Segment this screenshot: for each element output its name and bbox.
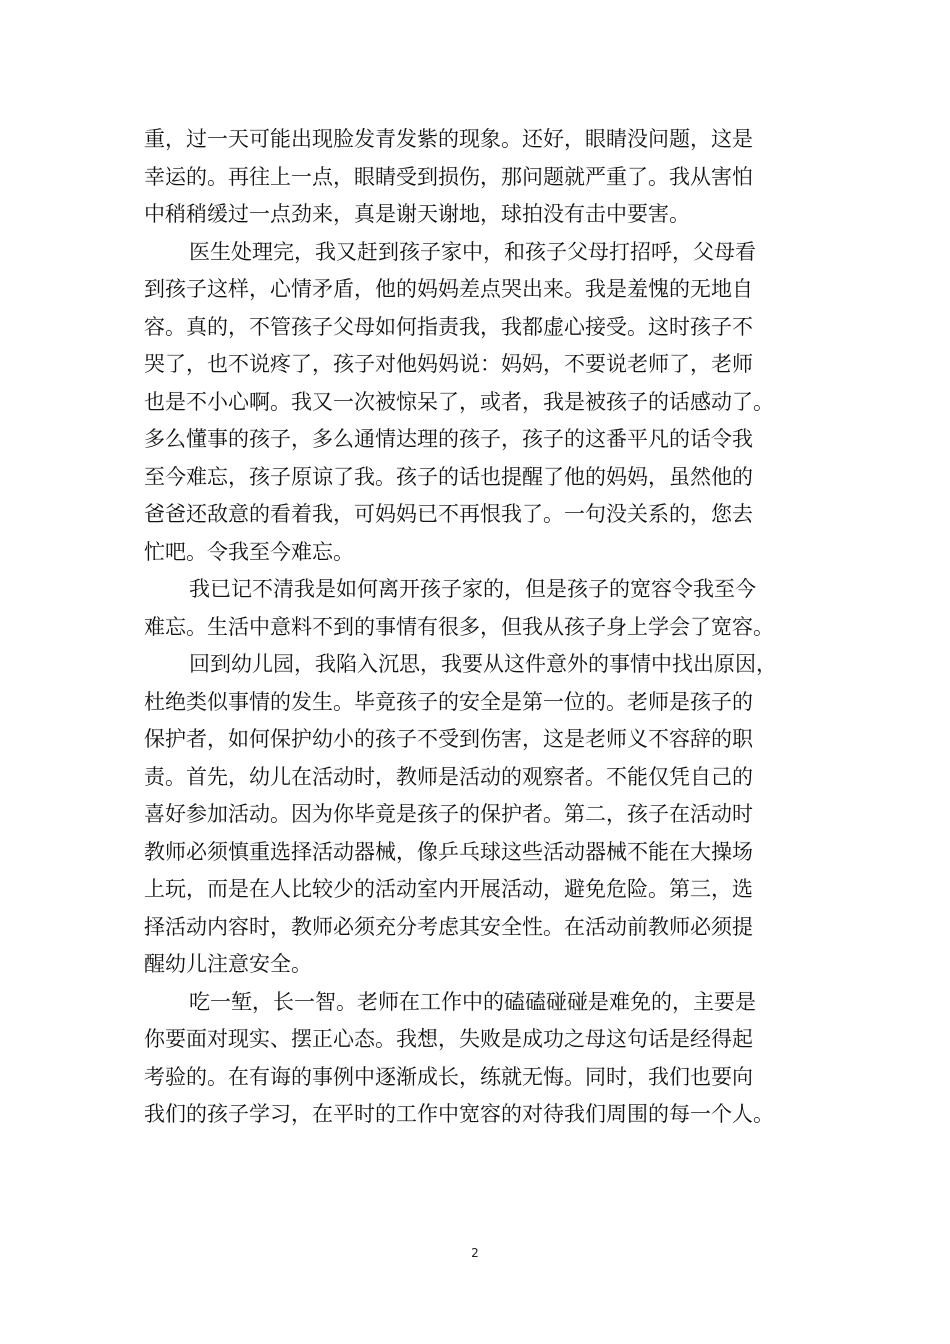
text-line: 难忘。生活中意料不到的事情有很多，但我从孩子身上学会了宽容。 xyxy=(144,614,774,639)
text-line: 至今难忘，孩子原谅了我。孩子的话也提醒了他的妈妈，虽然他的 xyxy=(144,464,753,489)
text-line: 也是不小心啊。我又一次被惊呆了，或者，我是被孩子的话感动了。 xyxy=(144,389,774,414)
body-text xyxy=(144,121,814,1134)
text-line: 多么懂事的孩子，多么通情达理的孩子，孩子的这番平凡的话令我 xyxy=(144,427,753,451)
text-line: 考验的。在有诲的事例中逐渐成长，练就无悔。同时，我们也要向 xyxy=(144,1064,753,1089)
text-line: 哭了，也不说疼了，孩子对他妈妈说：妈妈，不要说老师了，老师 xyxy=(144,352,753,376)
text-line: 到孩子这样，心情矛盾，他的妈妈差点哭出来。我是羞愧的无地自 xyxy=(144,277,753,301)
text-line: 我已记不清我是如何离开孩子家的，但是孩子的宽容令我至今 xyxy=(189,577,756,601)
text-line: 教师必须慎重选择活动器械，像乒乓球这些活动器械不能在大操场 xyxy=(144,839,753,864)
paragraph xyxy=(144,984,814,1134)
text-line: 幸运的。再往上一点，眼睛受到损伤，那问题就严重了。我从害怕 xyxy=(144,164,753,189)
text-line: 责。首先，幼儿在活动时，教师是活动的观察者。不能仅凭自己的 xyxy=(144,764,753,789)
text-line: 择活动内容时，教师必须充分考虑其安全性。在活动前教师必须提 xyxy=(144,914,753,939)
text-line: 醒幼儿注意安全。 xyxy=(144,952,312,976)
text-line: 保护者，如何保护幼小的孩子不受到伤害，这是老师义不容辞的职 xyxy=(144,727,753,751)
text-line: 医生处理完，我又赶到孩子家中，和孩子父母打招呼，父母看 xyxy=(189,239,756,264)
text-line: 吃一堑，长一智。老师在工作中的磕磕碰碰是难免的，主要是 xyxy=(189,989,756,1014)
text-line: 上玩，而是在人比较少的活动室内开展活动，避免危险。第三，选 xyxy=(144,877,753,901)
paragraph xyxy=(144,121,814,234)
paragraph xyxy=(144,646,814,984)
text-line: 中稍稍缓过一点劲来，真是谢天谢地，球拍没有击中要害。 xyxy=(144,202,690,226)
text-line: 容。真的，不管孩子父母如何指责我，我都虚心接受。这时孩子不 xyxy=(144,314,753,339)
text-line: 你要面对现实、摆正心态。我想，失败是成功之母这句话是经得起 xyxy=(144,1027,753,1051)
text-line: 我们的孩子学习，在平时的工作中宽容的对待我们周围的每一个人。 xyxy=(144,1102,774,1126)
text-line: 喜好参加活动。因为你毕竟是孩子的保护者。第二，孩子在活动时 xyxy=(144,802,753,826)
text-line: 爸爸还敌意的看着我，可妈妈已不再恨我了。一句没关系的，您去 xyxy=(144,502,753,526)
page-number: 2 xyxy=(471,1246,479,1260)
text-line: 回到幼儿园，我陷入沉思，我要从这件意外的事情中找出原因， xyxy=(189,652,777,676)
text-line: 忙吧。令我至今难忘。 xyxy=(144,539,354,564)
paragraph xyxy=(144,571,814,646)
text-line: 重，过一天可能出现脸发青发紫的现象。还好，眼睛没问题，这是 xyxy=(144,127,753,151)
paragraph xyxy=(144,234,814,572)
text-line: 杜绝类似事情的发生。毕竟孩子的安全是第一位的。老师是孩子的 xyxy=(144,689,753,714)
